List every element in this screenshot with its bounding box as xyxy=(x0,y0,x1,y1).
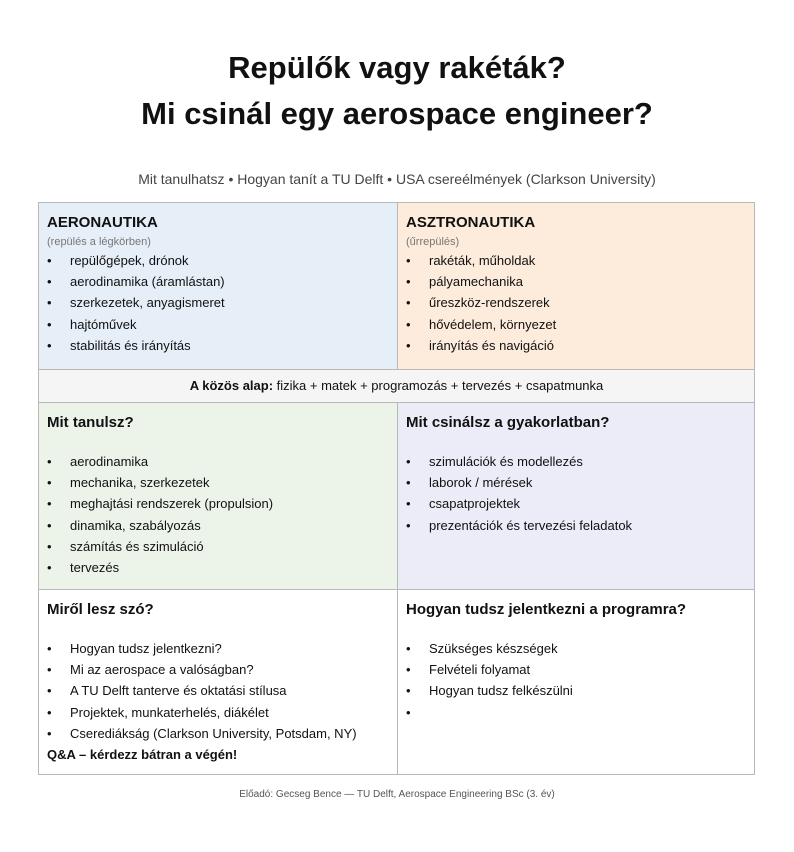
footer-credit: Előadó: Gecseg Bence — TU Delft, Aerospace Engineering BSc (3. év) xyxy=(239,789,555,800)
info-grid xyxy=(38,202,755,775)
list-item xyxy=(406,702,746,723)
about-panel xyxy=(39,589,397,774)
list-item: • hővédelem, környezet xyxy=(406,314,746,335)
practice-panel xyxy=(397,402,754,589)
qa-note: Q&A – kérdezz bátran a végén! xyxy=(47,746,238,762)
list-item: • Projektek, munkaterhelés, diákélet xyxy=(47,702,389,723)
apply-panel xyxy=(397,589,754,774)
list-item: • Hogyan tudsz jelentkezni? xyxy=(47,638,389,659)
astronautics-list xyxy=(406,250,746,356)
list-item: • rakéták, műholdak xyxy=(406,250,746,271)
list-item: • stabilitás és irányítás xyxy=(47,335,389,356)
astronautics-panel xyxy=(397,203,754,369)
list-item: • mechanika, szerkezetek xyxy=(47,472,389,493)
aeronautics-note: (repülés a légkörben) xyxy=(47,236,151,248)
list-item: • számítás és szimuláció xyxy=(47,536,389,557)
list-item: • meghajtási rendszerek (propulsion) xyxy=(47,493,389,514)
list-item: • csapatprojektek xyxy=(406,493,746,514)
practice-heading: Mit csinálsz a gyakorlatban? xyxy=(406,414,610,431)
aeronautics-panel xyxy=(39,203,397,369)
common-foundation-bar xyxy=(39,369,754,402)
page-title-line-2: Mi csinál egy aerospace engineer? xyxy=(141,96,653,131)
learn-heading: Mit tanulsz? xyxy=(47,414,134,431)
list-item: • szerkezetek, anyagismeret xyxy=(47,292,389,313)
list-item: • irányítás és navigáció xyxy=(406,335,746,356)
list-item: • aerodinamika (áramlástan) xyxy=(47,271,389,292)
subtitle: Mit tanulhatsz • Hogyan tanít a TU Delft • USA csereélmények (Clarkson University) xyxy=(138,171,656,187)
learn-list xyxy=(47,451,389,578)
list-item: • prezentációk és tervezési feladatok xyxy=(406,515,746,536)
learn-panel xyxy=(39,402,397,589)
list-item: • dinamika, szabályozás xyxy=(47,515,389,536)
common-foundation-label: A közös alap: xyxy=(189,378,274,393)
apply-list xyxy=(406,638,746,723)
list-item: • szimulációk és modellezés xyxy=(406,451,746,472)
list-item: • hajtóművek xyxy=(47,314,389,335)
list-item: • laborok / mérések xyxy=(406,472,746,493)
about-list xyxy=(47,638,389,744)
list-item: • űreszköz-rendszerek xyxy=(406,292,746,313)
list-item: • Szükséges készségek xyxy=(406,638,746,659)
aeronautics-list xyxy=(47,250,389,356)
list-item: • repülőgépek, drónok xyxy=(47,250,389,271)
list-item: • A TU Delft tanterve és oktatási stílusa xyxy=(47,680,389,701)
list-item: • aerodinamika xyxy=(47,451,389,472)
practice-list xyxy=(406,451,746,536)
aeronautics-heading: AERONAUTIKA xyxy=(47,214,158,231)
list-item: • Felvételi folyamat xyxy=(406,659,746,680)
astronautics-heading: ASZTRONAUTIKA xyxy=(406,214,536,231)
apply-heading: Hogyan tudsz jelentkezni a programra? xyxy=(406,601,687,618)
list-item: • Hogyan tudsz felkészülni xyxy=(406,680,746,701)
page-title: Repülők vagy rakéták? xyxy=(228,50,566,85)
list-item: • Cserediákság (Clarkson University, Potsdam, NY) xyxy=(47,723,389,744)
about-heading: Miről lesz szó? xyxy=(47,601,154,618)
astronautics-note: (űrrepülés) xyxy=(406,236,460,248)
list-item: • pályamechanika xyxy=(406,271,746,292)
list-item: • tervezés xyxy=(47,557,389,578)
common-foundation-text: fizika + matek + programozás + tervezés + csapatmunka xyxy=(273,378,604,393)
list-item: • Mi az aerospace a valóságban? xyxy=(47,659,389,680)
